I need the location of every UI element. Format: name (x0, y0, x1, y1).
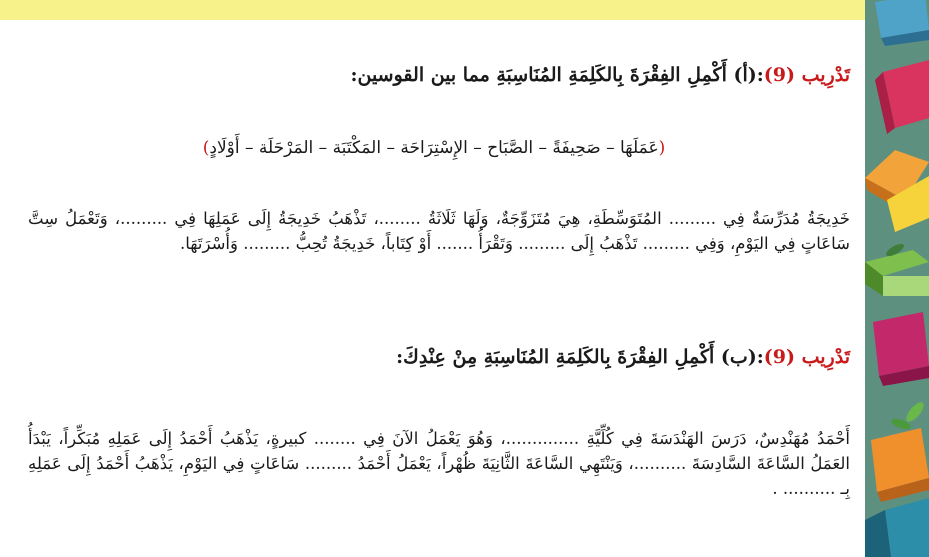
exercise-a-heading (350, 64, 850, 86)
word-bank (0, 138, 868, 158)
word-bank-words: عَمَلَهَا – صَحِيفَةً – الصَّبَاح – الإِسْتِرَاحَة – المَكْتَبَة – المَرْحَلَة – أَوْلَادٍ (209, 138, 659, 158)
decorative-book-strip (865, 0, 929, 557)
exercise-b-heading (396, 346, 850, 368)
paragraph-b: أَحْمَدُ مُهَنْدِسٌ، دَرَسَ الهَنْدَسَةَ فِي كُلِّيَّةِ ..............، وَهُوَ يَعْمَلُ الآنَ فِي ........ كبيرةٍ، يَذْهَبُ أَحْمَدُ إِلَى عَمَلِهِ مُبَكِّراً، يَبْدَأُ العَمَلُ السَّاعَةَ السَّادِسَةَ ..........، وَيَنْتَهِي السَّاعَةَ الثَّانِيَةَ ظُهْراً، يَعْمَلُ أَحْمَدُ ......... سَاعَاتٍ فِي اليَوْمِ، يَذْهَبُ أَحْمَدُ إِلَى عَمَلِهِ بِـ .......... . (28, 429, 850, 498)
exercise-b-number: (9) (763, 346, 795, 368)
word-bank-open-paren: ( (658, 138, 666, 158)
books-illustration (865, 0, 929, 557)
exercise-a-prefix: تَدْرِيب (795, 64, 850, 86)
exercise-b-instruction: :(ب) أَكْمِلِ الفِقْرَةَ بِالكَلِمَةِ المُنَاسِبَةِ مِنْ عِنْدِكَ: (396, 346, 764, 368)
exercise-a-instruction: :(أ) أَكْمِلِ الفِقْرَةَ بِالكَلِمَةِ المُنَاسِبَةِ مما بين القوسين: (350, 64, 764, 86)
paragraph-a: خَدِيجَةُ مُدَرِّسَةٌ فِي ......... المُتَوَسِّطَةِ، هِيَ مُتَزَوِّجَةٌ، وَلَهَا ثَلَاثَةُ ........، تَذْهَبُ خَدِيجَةُ إِلَى عَمَلِهَا فِي .........، وَتَعْمَلُ سِتَّ سَاعَاتٍ فِي اليَوْمِ، وَفِي ......... تَذْهَبُ إِلَى ......... وَتَقْرَأُ ....... أَوْ كِتَاباً، خَدِيجَةُ تُحِبُّ ......... وَأُسْرَتَهَا. (28, 209, 850, 253)
exercise-b-prefix: تَدْرِيب (795, 346, 850, 368)
word-bank-close-paren: ) (202, 138, 210, 158)
exercise-a-number: (9) (763, 64, 795, 86)
